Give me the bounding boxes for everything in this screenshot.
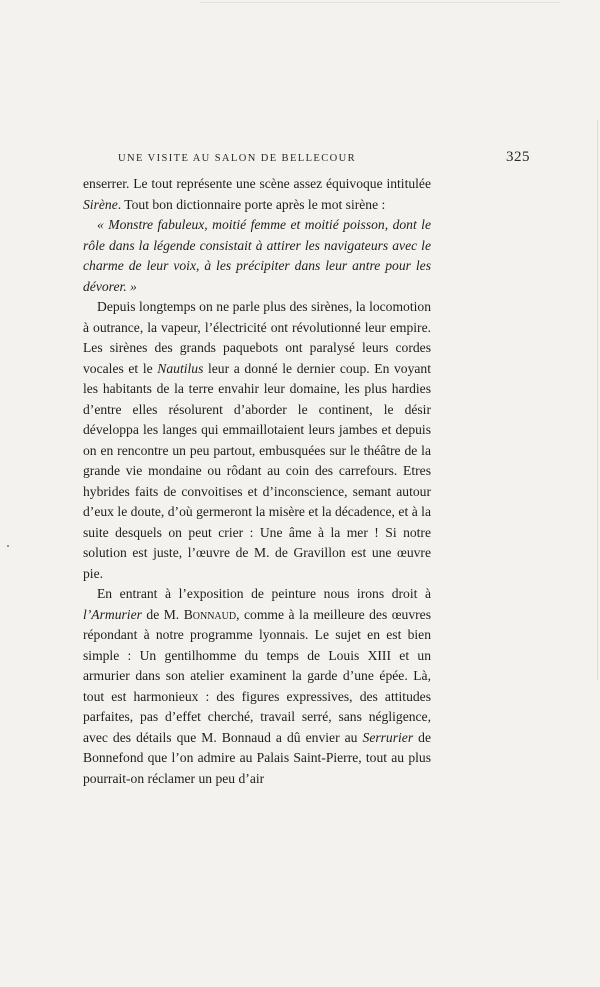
paragraph-sirens <box>83 297 431 584</box>
page-edge-top <box>200 2 560 3</box>
paragraph-exposition <box>83 584 431 789</box>
text-run: . Tout bon dictionnaire porte après le mot sirène : <box>117 196 386 212</box>
dictionary-quote: « Monstre fabuleux, moitié femme et moitié poisson, dont le rôle dans la légende consistait à attirer les navigateurs avec le charme de leur voix, à les précipiter dans leur antre pour les dévorer. » <box>83 217 431 294</box>
text-run: Depuis longtemps on ne parle plus des sirènes, la locomotion à outrance, la vapeur, l’électricité ont révolutionné leur empire. Les sirènes des grands paquebots ont paralysé leurs cordes vocales et le <box>83 299 431 376</box>
page-number: 325 <box>506 149 530 165</box>
text-run: de Bonnefond que l’on admire au Palais Saint-Pierre, tout au plus pourrait-on réclamer un peu d’air <box>83 729 431 786</box>
text-run: , comme à la meilleure des œuvres répondant à notre programme lyonnais. Le sujet en est bien simple : Un gentilhomme du temps de Louis XIII et un armurier dans son atelier examinent la garde d’une épée. Là, tout est harmonieux : des figures expressives, des attitudes parfaites, pas d’effet cherché, travail serré, sans négligence, avec des détails que M. Bonnaud a dû envier au <box>83 606 432 745</box>
text-run: de M. <box>141 606 184 622</box>
italic-title: Serrurier <box>362 729 414 745</box>
running-title: UNE VISITE AU SALON DE BELLECOUR <box>118 153 356 164</box>
text-run: En entrant à l’exposition de peinture nous irons droit à <box>97 586 431 601</box>
text-run: enserrer. Le tout représente une scène assez équivoque intitulée <box>83 176 431 191</box>
scan-speck <box>7 545 9 547</box>
italic-title: Sirène <box>83 196 118 212</box>
page-body <box>83 174 431 789</box>
small-caps-name: Bonnaud <box>183 606 237 622</box>
text-run: leur a donné le dernier coup. En voyant les habitants de la terre envahir leur domaine, les plus hardies d’entre elles résolurent d’aborder le continent, le désir développa les langes qui emmaillotaient leurs jambes et depuis on en rencontre un peu partout, embusquées sur le théâtre de la grande vie mondaine ou rôdant au coin des carrefours. Etres hybrides faits de convoitises et d’inconscience, semant autour d’eux le doute, d’où germeront la misère et la décadence, et à la suite desquels on peut crier : Une âme à la mer ! Si notre solution est juste, l’œuvre de M. de Gravillon est une œuvre pie. <box>83 360 431 581</box>
paragraph-continuation <box>83 174 431 215</box>
italic-title: l’Armurier <box>83 606 142 622</box>
italic-title: Nautilus <box>157 360 204 376</box>
page-edge-right <box>597 120 598 680</box>
running-header <box>80 149 530 171</box>
